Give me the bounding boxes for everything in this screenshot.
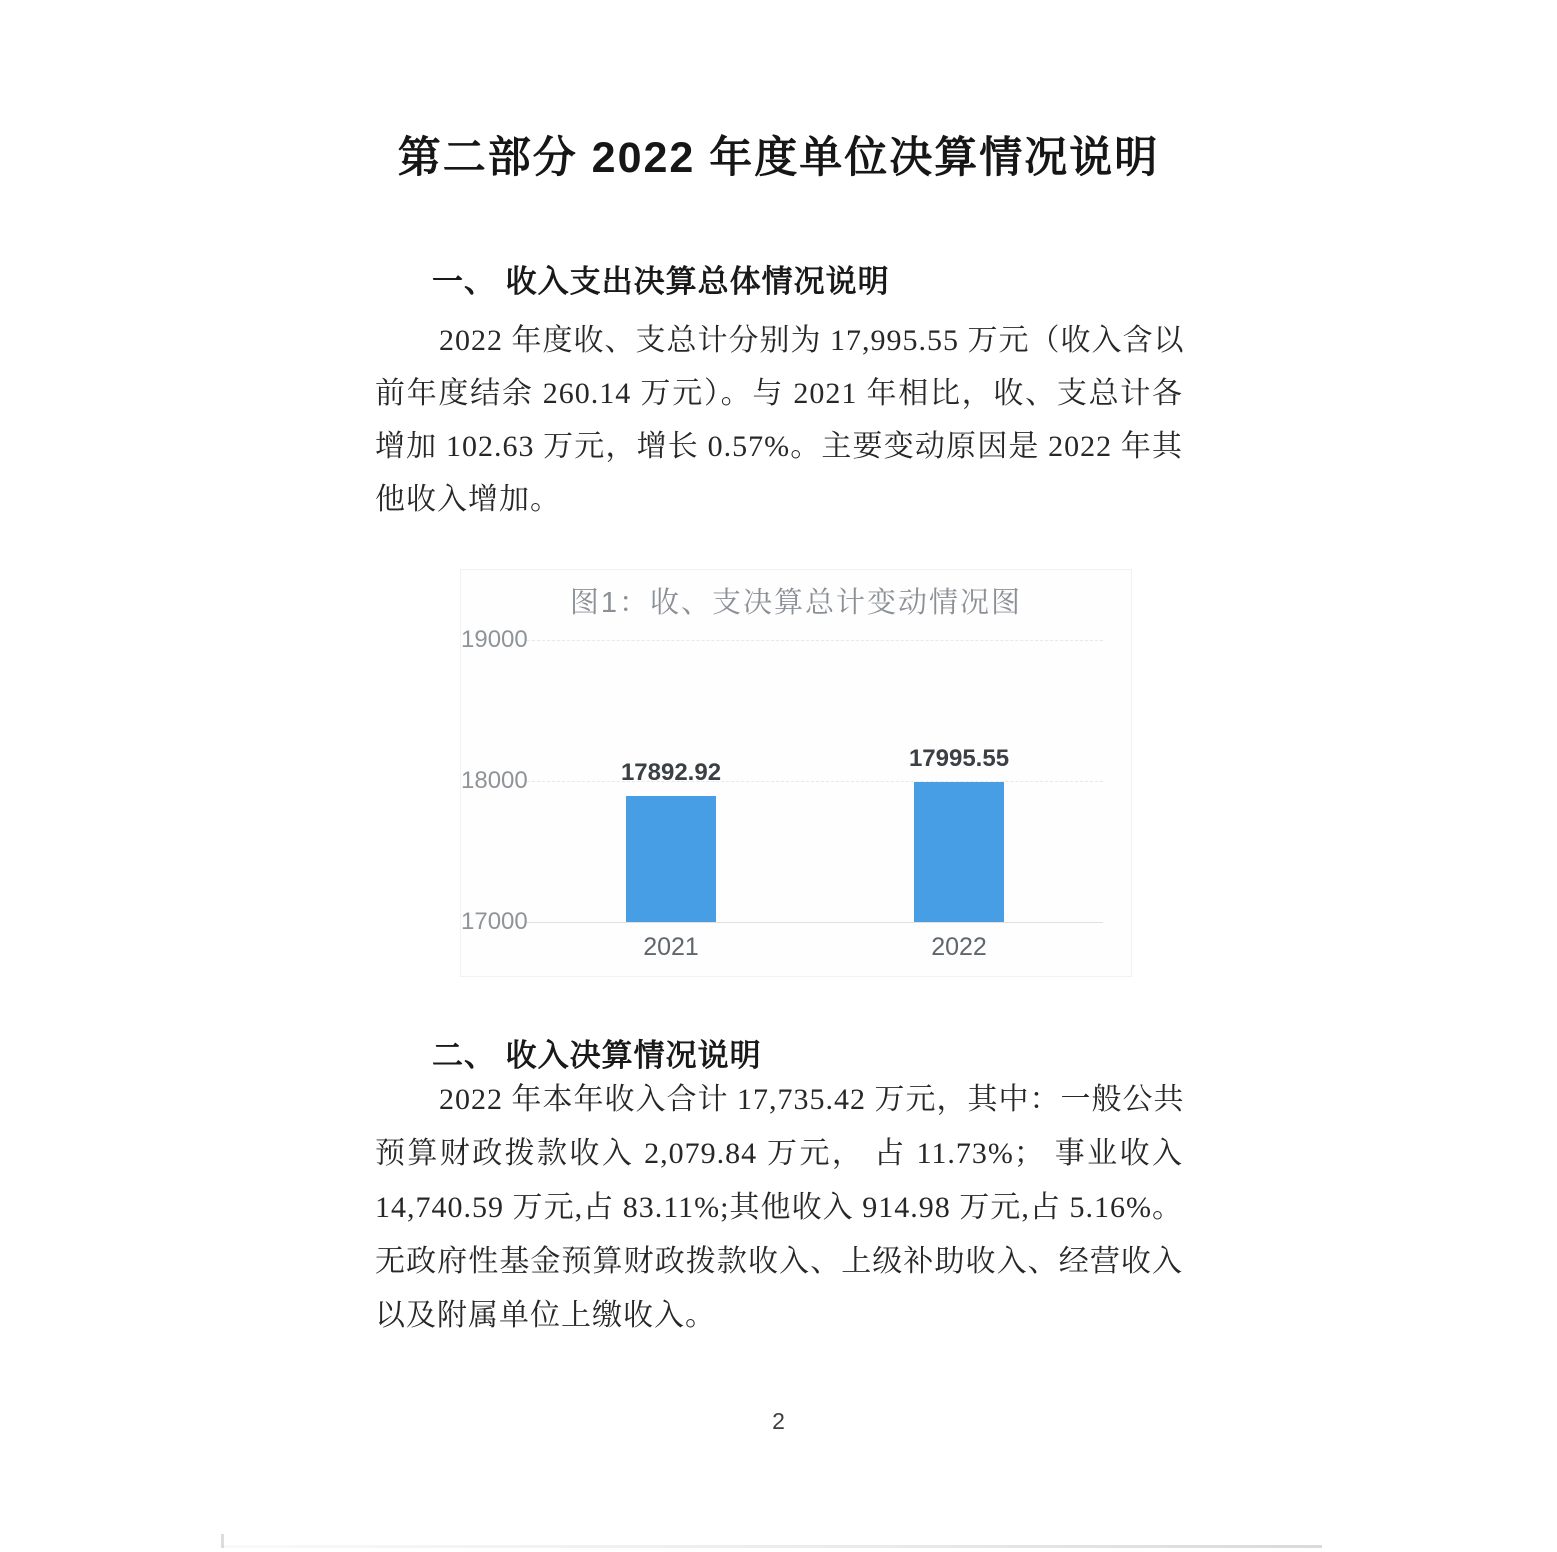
- chart-title: 图1：收、支决算总计变动情况图: [569, 587, 1023, 619]
- paragraph-line: 预算财政拨款收入 2,079.84 万元， 占 11.73%； 事业收入: [375, 1137, 1183, 1170]
- section-1-paragraph: [375, 314, 1183, 526]
- paragraph-line: 增加 102.63 万元，增长 0.57%。主要变动原因是 2022 年其: [375, 430, 1183, 463]
- bar-chart-figure: [460, 569, 1132, 977]
- paragraph-line: 14,740.59 万元,占 83.11%;其他收入 914.98 万元,占 5.16%。: [375, 1191, 1183, 1224]
- chart-bar: [626, 796, 716, 922]
- chart-y-tick-label: 19000: [461, 626, 528, 653]
- paragraph-line: 前年度结余 260.14 万元）。与 2021 年相比，收、支总计各: [375, 377, 1183, 410]
- paragraph-line: 2022 年度收、支总计分别为 17,995.55 万元（收入含以: [439, 324, 1185, 357]
- section-2-paragraph: [375, 1073, 1183, 1343]
- paragraph-line: 2022 年本年收入合计 17,735.42 万元，其中：一般公共: [439, 1083, 1185, 1116]
- chart-plot-area: [461, 626, 1103, 961]
- section-2-heading: 二、 收入决算情况说明: [432, 1038, 762, 1073]
- chart-bar-group: [620, 640, 722, 961]
- paragraph-line: 无政府性基金预算财政拨款收入、上级补助收入、经营收入: [375, 1245, 1183, 1278]
- scan-mark-artifact: [221, 1534, 224, 1548]
- section-1-heading: 一、 收入支出决算总体情况说明: [432, 264, 890, 299]
- chart-y-tick-label: 17000: [461, 908, 528, 935]
- chart-bar-value-label: 17892.92: [620, 759, 722, 787]
- chart-bar-value-label: 17995.55: [908, 744, 1010, 772]
- chart-bar: [914, 782, 1004, 922]
- chart-gridline: [527, 640, 1103, 641]
- paragraph-line: 他收入增加。: [375, 483, 561, 516]
- chart-gridline: [527, 922, 1103, 923]
- chart-y-tick-label: 18000: [461, 767, 528, 794]
- page-title: 第二部分 2022 年度单位决算情况说明: [397, 134, 1160, 182]
- page-number: 2: [772, 1408, 785, 1434]
- scan-edge-artifact: [222, 1545, 1322, 1548]
- paragraph-line: 以及附属单位上缴收入。: [375, 1299, 716, 1332]
- chart-x-tick-label: 2022: [931, 933, 987, 961]
- chart-x-tick-label: 2021: [643, 933, 699, 961]
- chart-bar-group: [908, 640, 1010, 961]
